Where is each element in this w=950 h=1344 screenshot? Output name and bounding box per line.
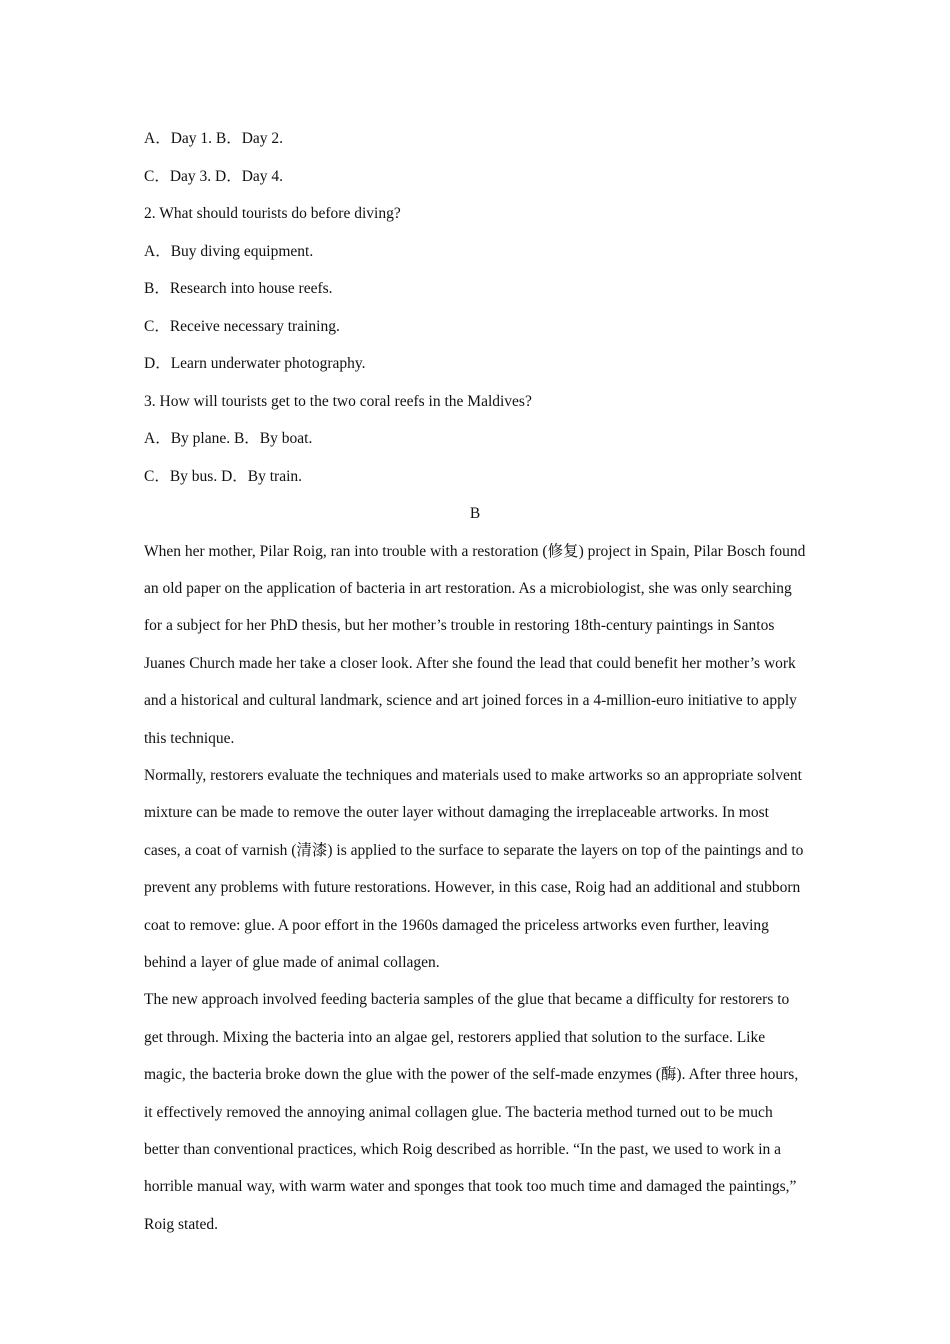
q2-option-b: B．Research into house reefs. — [144, 280, 333, 297]
q3-options-row-2: C．By bus. D．By train. — [144, 467, 303, 485]
q1-options-row-2: C．Day 3. D．Day 4. — [144, 167, 284, 185]
document-page — [144, 120, 806, 1243]
passage-heading: B — [469, 505, 481, 522]
passage-paragraph-1: When her mother, Pilar Roig, ran into trouble with a restoration (修复) project in Spain, Pilar Bosch found an old paper on the application of bacteria in art restoration. As a microbiologist, she was only searching for a subject for her PhD thesis, but her mother’s trouble in restoring 18th-century paintings in Santos Juanes Church made her take a closer look. After she found the lead that could benefit her mother’s work and a historical and cultural landmark, science and art joined forces in a 4-million-euro initiative to apply this technique. — [144, 542, 806, 747]
q2-option-d: D．Learn underwater photography. — [144, 355, 366, 372]
q2-option-c: C．Receive necessary training. — [144, 317, 340, 335]
q3-options-row-1: A．By plane. B．By boat. — [144, 430, 313, 447]
q1-options-row-1: A．Day 1. B．Day 2. — [144, 130, 284, 147]
q3-stem: 3. How will tourists get to the two coral reefs in the Maldives? — [144, 392, 532, 410]
passage-paragraph-3: The new approach involved feeding bacteria samples of the glue that became a difficulty for restorers to get through. Mixing the bacteria into an algae gel, restorers applied that solution to the surface. Like magic, the bacteria broke down the glue with the power of the self-made enzymes (酶). After three hours, it effectively removed the annoying animal collagen glue. The bacteria method turned out to be much better than conventional practices, which Roig described as horrible. “In the past, we used to work in a horrible manual way, with warm water and sponges that took too much time and damaged the paintings,” Roig stated. — [144, 991, 799, 1233]
q2-option-a: A．Buy diving equipment. — [144, 242, 314, 260]
q2-stem: 2. What should tourists do before diving? — [144, 205, 401, 222]
passage-paragraph-2: Normally, restorers evaluate the techniques and materials used to make artworks so an appropriate solvent mixture can be made to remove the outer layer without damaging the irreplaceable artworks. In most cases, a coat of varnish (清漆) is applied to the surface to separate the layers on top of the paintings and to prevent any problems with future restorations. However, in this case, Roig had an additional and stubborn coat to remove: glue. A poor effort in the 1960s damaged the priceless artworks even further, leaving behind a layer of glue made of animal collagen. — [144, 766, 804, 971]
